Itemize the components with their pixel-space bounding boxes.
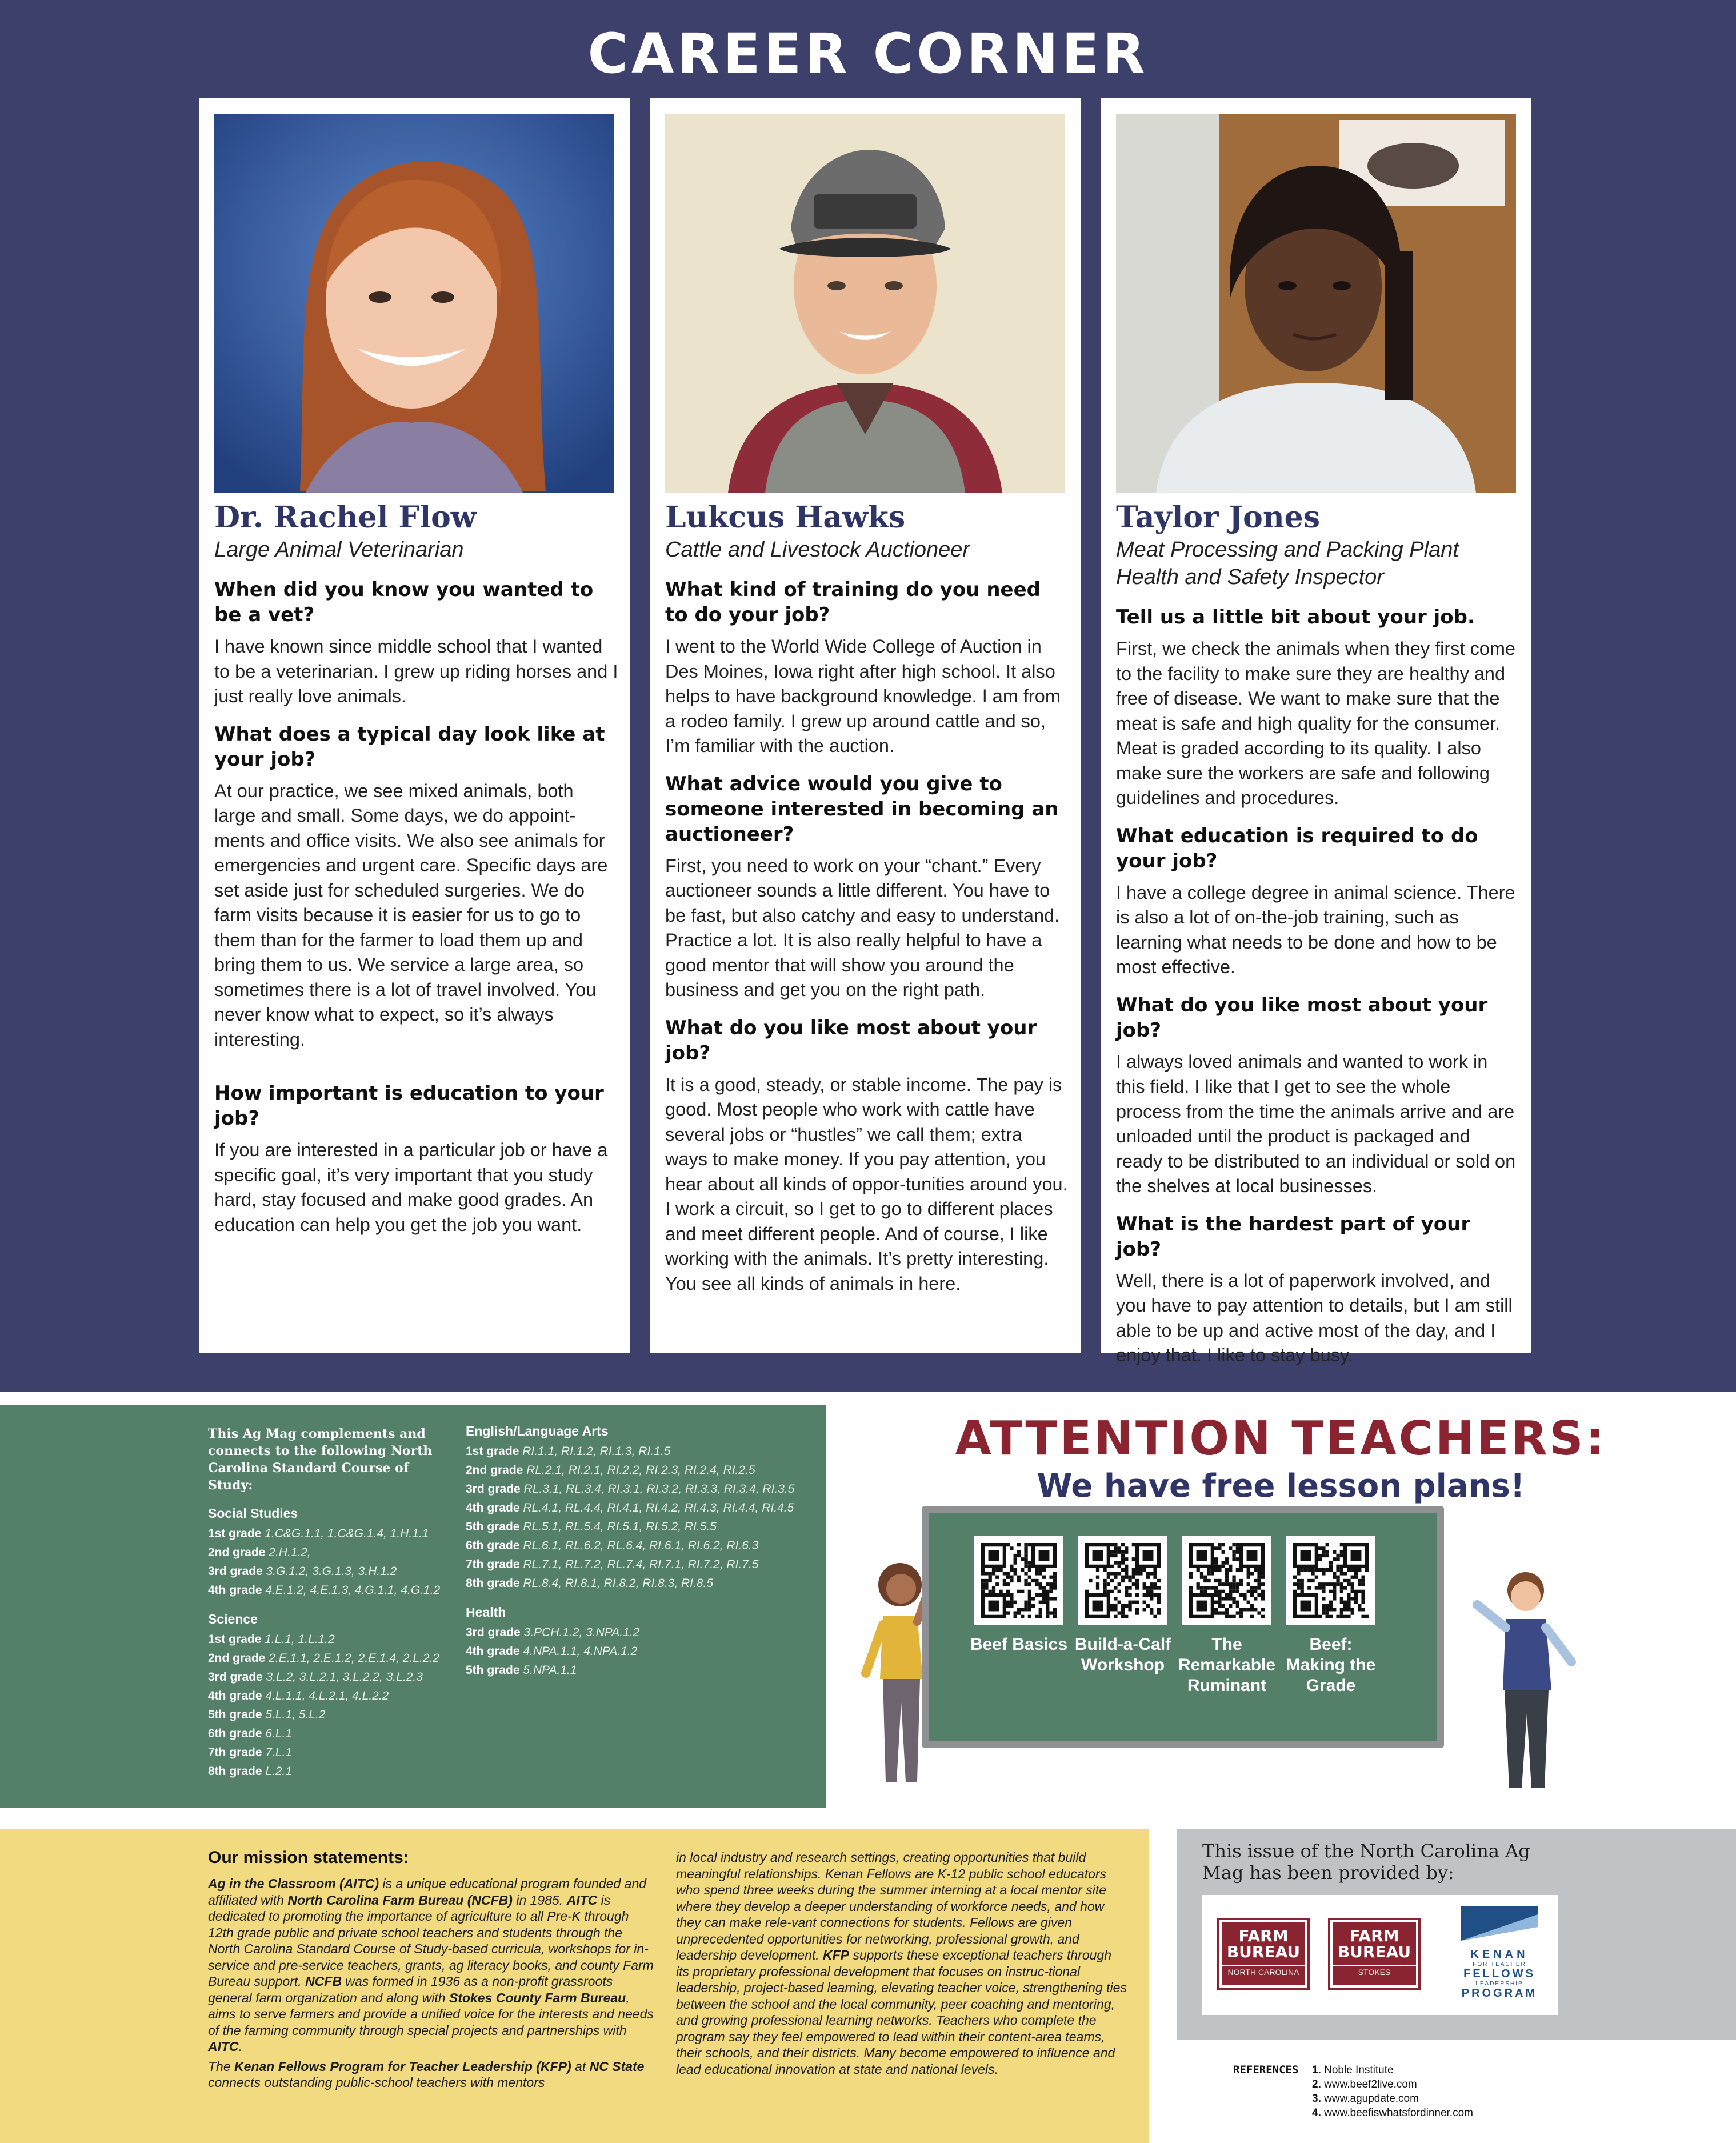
standard-codes: L.2.1 [265,1765,293,1778]
subject-heading: English/Language Arts [466,1424,609,1438]
standard-line [208,1705,448,1724]
standard-line [466,1536,820,1555]
health-list [466,1623,820,1680]
bold-term: AITC [566,1892,598,1908]
standard-codes: 5.L.1, 5.L.2 [265,1708,326,1721]
grade-label: 2nd grade [466,1464,527,1477]
standard-line [466,1461,820,1480]
standard-codes: RL.6.1, RL.6.2, RL.6.4, RI.6.1, RI.6.2, RI.6.3 [523,1539,759,1552]
grade-label: 3rd grade [466,1482,524,1496]
question: What is the hardest part of your job? [1116,1212,1471,1261]
standards-left-column [208,1425,448,1781]
standard-line [208,1524,448,1543]
standard-codes: 7.L.1 [265,1746,293,1759]
photo-taylor-jones [1116,114,1516,493]
standard-codes: RL.3.1, RL.3.4, RI.3.1, RI.3.2, RI.3.3, RI.3.4, RI.3.5 [523,1482,795,1496]
standard-codes: RL.4.1, RL.4.4, RI.4.1, RI.4.2, RI.4.3, RI.4.4, RI.4.5 [523,1501,794,1514]
teacher-man-illustration [1471,1565,1580,1793]
bold-term: AITC [208,2039,239,2054]
mission-panel [0,1829,1149,2143]
logo-text: FELLOWS [1463,1968,1535,1980]
qr-code-icon[interactable] [1286,1536,1375,1625]
question: When did you know you wanted to be a vet? [214,578,594,626]
farm-bureau-stokes-logo [1328,1918,1421,1990]
sponsor-logos [1202,1895,1558,2015]
standard-line [466,1498,820,1517]
standard-codes: 1.C&G.1.1, 1.C&G.1.4, 1.H.1.1 [265,1527,429,1540]
reference-number: 2. [1312,2078,1325,2090]
answer: First, you need to work on your “chant.” Every auctioneer sounds a little different. You have to be fast, but also catchy and easy to understand. Practice a lot. It is also really helpful to have a good mentor that will show you around the business and get you on the right path. [665,855,1060,1000]
standard-codes: 3.L.2, 3.L.2.1, 3.L.2.2, 3.L.2.3 [266,1670,423,1684]
reference-text: www.beef2live.com [1324,2078,1417,2090]
reference-item [1312,2106,1483,2120]
grade-label: 4th grade [208,1584,266,1597]
lesson-plan-label[interactable]: Beef: Making the Grade [1286,1635,1376,1695]
grade-label: 3rd grade [208,1670,266,1684]
references-list [1312,2063,1483,2120]
question: How important is education to your job? [214,1082,604,1130]
standard-codes: RL.5.1, RL.5.4, RI.5.1, RI.5.2, RI.5.5 [523,1520,717,1533]
subject-heading: Science [208,1612,258,1626]
reference-number: 4. [1312,2107,1325,2119]
question: Tell us a little bit about your job. [1116,606,1475,629]
standard-codes: 3.G.1.2, 3.G.1.3, 3.H.1.2 [266,1565,397,1578]
references-heading: REFERENCES [1233,2064,1299,2076]
logo-text: BUREAU [1337,1942,1411,1961]
profile-name: Taylor Jones [1116,500,1321,535]
grade-label: 7th grade [208,1746,266,1759]
grade-label: 5th grade [466,1664,523,1677]
question: What do you like most about your job? [1116,993,1488,1042]
grade-label: 3rd grade [208,1565,266,1578]
profile-card-1 [199,98,630,1353]
standard-codes: RL.8.4, RI.8.1, RI.8.2, RI.8.3, RI.8.5 [523,1577,714,1590]
reference-text: Noble Institute [1324,2064,1394,2076]
standard-codes: RL.7.1, RL.7.2, RL.7.4, RI.7.1, RI.7.2, RI.7.5 [523,1558,759,1571]
grade-label: 1st grade [208,1633,265,1646]
standards-panel [0,1405,826,1808]
logo-text: FOR TEACHER [1473,1961,1526,1968]
standard-line [208,1543,448,1562]
standard-codes: 6.L.1 [265,1727,293,1740]
attention-teachers-panel [826,1405,1736,1808]
photo-lukcus-hawks [665,114,1065,493]
standard-codes: RL.2.1, RI.2.1, RI.2.2, RI.2.3, RI.2.4, RI.2.5 [526,1464,755,1477]
standard-line [466,1555,820,1574]
answer: At our practice, we see mixed animals, both large and small. Some days, we do appoint-ments and office visits. We also see animals for emergencies and urgent care. Specific days are set aside just for scheduled surgeries. We do farm visits because it is easier for us to go to them than for the farmer to load them up and bring them to us. We service a large area, so sometimes there is a lot of travel involved. You never know what to expect, so it’s always interesting. [214,780,608,1050]
answer: First, we check the animals when they first come to the facility to make sure they are healthy and free of disease. We want to make sure that the meat is safe and high quality for the consumer. Meat is graded according to its quality. I also make sure the workers are safe and following guidelines and procedures. [1116,638,1516,808]
attention-subtitle: We have free lesson plans! [1037,1468,1525,1505]
ela-list [466,1442,820,1593]
farm-bureau-nc-logo [1217,1918,1310,1990]
lesson-plan-label[interactable]: Build-a-Calf Workshop [1074,1635,1171,1674]
grade-label: 8th grade [208,1765,266,1778]
profile-job-title: Cattle and Livestock Auctioneer [665,538,970,562]
standard-codes: 3.PCH.1.2, 3.NPA.1.2 [523,1626,640,1639]
bold-term: Kenan Fellows Program for Teacher Leadership (KFP) [234,2058,571,2074]
standard-line [208,1686,448,1705]
mission-paragraph-kfp: The Kenan Fellows Program for Teacher Leadership (KFP) at NC State connects outstanding public-school teachers with mentors [208,2058,645,2090]
grade-label: 3rd grade [466,1626,524,1639]
qr-code-icon[interactable] [1078,1536,1167,1625]
standard-line [208,1581,448,1600]
grade-label: 2nd grade [208,1652,269,1665]
logo-text: LEADERSHIP [1475,1981,1523,1987]
standard-codes: 5.NPA.1.1 [523,1664,577,1677]
standard-line [466,1517,820,1536]
subject-heading: Health [466,1605,506,1620]
question: What education is required to do your job? [1116,824,1478,873]
qr-code-icon[interactable] [974,1536,1063,1625]
answer: I went to the World Wide College of Auction in Des Moines, Iowa right after high school. It also helps to have background knowledge. I am from a rodeo family. I grew up around cattle and so, I’m familiar with the auction. [665,636,1061,756]
grade-label: 4th grade [208,1689,266,1702]
bold-term: NCFB [305,1974,342,1989]
profile-name: Dr. Rachel Flow [214,500,477,535]
standard-line [208,1649,448,1668]
reference-item [1312,2077,1483,2092]
reference-text: www.beefiswhatsfordinner.com [1324,2107,1473,2119]
logo-text: KENAN [1470,1948,1529,1961]
standard-line [466,1574,820,1593]
answer: If you are interested in a particular job or have a specific goal, it’s very important that you study hard, stay focused and make good grades. An education can help you get the job you want. [214,1140,608,1235]
reference-item [1312,2063,1483,2077]
subject-heading: Social Studies [208,1506,298,1521]
standard-codes: 1.L.1, 1.L.1.2 [265,1633,335,1646]
standard-codes: RI.1.1, RI.1.2, RI.1.3, RI.1.5 [522,1445,671,1458]
standard-line [466,1642,820,1661]
profile-card-2 [650,98,1081,1353]
standard-line [208,1668,448,1686]
standard-codes: 4.L.1.1, 4.L.2.1, 4.L.2.2 [265,1689,389,1702]
sponsors-panel [1177,1829,1736,2040]
mission-paragraph-kfp-continued: in local industry and research settings, creating opportunities that build meaningful relationships. Kenan Fellows are K-12 public school educators who spend three weeks during the summer interning at a local mentor site where they develop a deeper understanding of workforce needs, and how they can make rele-vant connections for students. Fellows are given unprecedented opportunities for networking, professional growth, and leadership development. KFP supports these exceptional teachers through its proprietary professional development that focuses on instruc-tional leadership, project-based learning, elevating teacher voice, strengthening ties between the school and the local community, peer coaching and mentoring, and growing professional learning networks. Teachers who complete the program say they feel empowered to lead within their content-area teams, their schools, and their districts. Many become empowered to influence and lead educational innovation at state and national levels. [676,1850,1127,2077]
profile-name: Lukcus Hawks [665,500,906,535]
science-list [208,1630,448,1781]
career-corner-title: CAREER CORNER [587,22,1149,86]
standard-codes: 2.E.1.1, 2.E.1.2, 2.E.1.4, 2.L.2.2 [269,1652,440,1665]
grade-label: 6th grade [466,1539,523,1552]
grade-label: 6th grade [208,1727,266,1740]
bold-term: North Carolina Farm Bureau (NCFB) [287,1892,513,1908]
logo-text: STOKES [1333,1965,1416,1977]
logo-text: NORTH CAROLINA [1222,1965,1305,1977]
grade-label: 4th grade [466,1645,523,1658]
profile-card-3 [1101,98,1531,1365]
bold-term: Ag in the Classroom (AITC) [208,1876,379,1891]
grade-label: 7th grade [466,1558,523,1571]
standard-line [466,1661,820,1680]
bold-term: Stokes County Farm Bureau [449,1990,626,2005]
grade-label: 1st grade [466,1445,523,1458]
logo-text: PROGRAM [1461,1987,1538,2000]
standard-line [208,1762,448,1781]
standard-line [466,1480,820,1498]
profile-job-title: Meat Processing and Packing Plant Health and Safety Inspector [1116,538,1459,589]
profile-job-title: Large Animal Veterinarian [214,538,464,562]
mission-column-1 [208,1876,654,2091]
standard-line [466,1442,820,1461]
reference-text: www.agupdate.com [1324,2093,1419,2105]
reference-item [1312,2092,1483,2106]
answer: I always loved animals and wanted to work in this field. I like that I get to see the whole process from the time the animals arrive and are unloaded until the product is packaged and ready to be distributed to an individual or sold on the shelves at local businesses. [1116,1051,1516,1196]
answer: Well, there is a lot of paperwork involved, and you have to pay attention to details, but I am still able to be up and active most of the day, and I enjoy that. I like to stay busy. [1116,1270,1513,1365]
bold-term: KFP [823,1948,849,1962]
question: What do you like most about your job? [665,1016,1037,1065]
social-studies-list [208,1524,448,1600]
answer: It is a good, steady, or stable income. The pay is good. Most people who work with cattle have several jobs or “hustles” we call them; extra ways to make money. If you pay attention, you hear about all kinds of oppor-tunities around you. I work a circuit, so I get to go to different places and meet different people. And of course, I like working with the animals. It’s pretty interesting. You see all kinds of animals in here. [665,1074,1068,1294]
standard-codes: 4.NPA.1.1, 4.NPA.1.2 [523,1645,638,1658]
reference-number: 3. [1312,2093,1325,2105]
logo-text: FARM [1238,1926,1289,1945]
answer: I have a college degree in animal science. There is also a lot of on-the-job training, such as learning what needs to be done and how to be most effective. [1116,882,1515,977]
mission-paragraph-aitc: Ag in the Classroom (AITC) is a unique educational program founded and affiliated with North Carolina Farm Bureau (NCFB) in 1985. AITC is dedicated to promoting the importance of agriculture to all Pre-K through 12th grade public and private school teachers and students through the North Carolina Standard Course of Study-based curricula, workshops for in-service and pre-service teachers, grants, ag literacy books, and county Farm Bureau support. NCFB was formed in 1936 as a non-profit grassroots general farm organization and along with Stokes County Farm Bureau, aims to serve farmers and provide a unified voice for the interests and needs of the farming community through special projects and partnerships with AITC. [208,1876,654,2054]
sponsors-heading: This issue of the North Carolina Ag Mag has been provided by: [1202,1840,1530,1884]
reference-number: 1. [1312,2064,1325,2076]
attention-title: ATTENTION TEACHERS: [955,1412,1607,1466]
grade-label: 5th grade [208,1708,266,1721]
logo-text: FARM [1349,1926,1399,1945]
standard-line [208,1562,448,1581]
standard-codes: 2.H.1.2, [269,1546,311,1559]
grade-label: 4th grade [466,1501,523,1514]
standards-intro: This Ag Mag complements and connects to the following North Carolina Standard Course of Study: [208,1426,433,1493]
logo-text: BUREAU [1226,1942,1301,1961]
bold-term: NC State [589,2058,645,2074]
standards-right-column [466,1422,820,1680]
question: What advice would you give to someone interested in becoming an auctioneer? [665,772,1059,846]
kenan-fellows-logo [1454,1904,1545,2007]
lesson-plan-label[interactable]: Beef Basics [970,1635,1068,1654]
lesson-plan-label[interactable]: The Remarkable Ruminant [1178,1635,1276,1695]
answer: I have known since middle school that I wanted to be a veterinarian. I grew up riding horses and I just really love animals. [214,636,618,706]
chalkboard [922,1506,1444,1748]
standard-line [466,1623,820,1642]
grade-label: 5th grade [466,1520,523,1533]
standard-codes: 4.E.1.2, 4.E.1.3, 4.G.1.1, 4.G.1.2 [265,1584,441,1597]
standard-line [208,1724,448,1743]
standard-line [208,1743,448,1762]
grade-label: 2nd grade [208,1546,269,1559]
grade-label: 8th grade [466,1577,523,1590]
question: What does a typical day look like at your job? [214,722,605,771]
mission-heading: Our mission statements: [208,1848,409,1867]
photo-rachel-flow [214,114,614,493]
standard-line [208,1630,448,1649]
mission-column-2 [676,1849,1127,2077]
grade-label: 1st grade [208,1527,265,1540]
question: What kind of training do you need to do your job? [665,578,1041,626]
qr-code-icon[interactable] [1182,1536,1271,1625]
kenan-mark-icon [1457,1904,1542,1943]
